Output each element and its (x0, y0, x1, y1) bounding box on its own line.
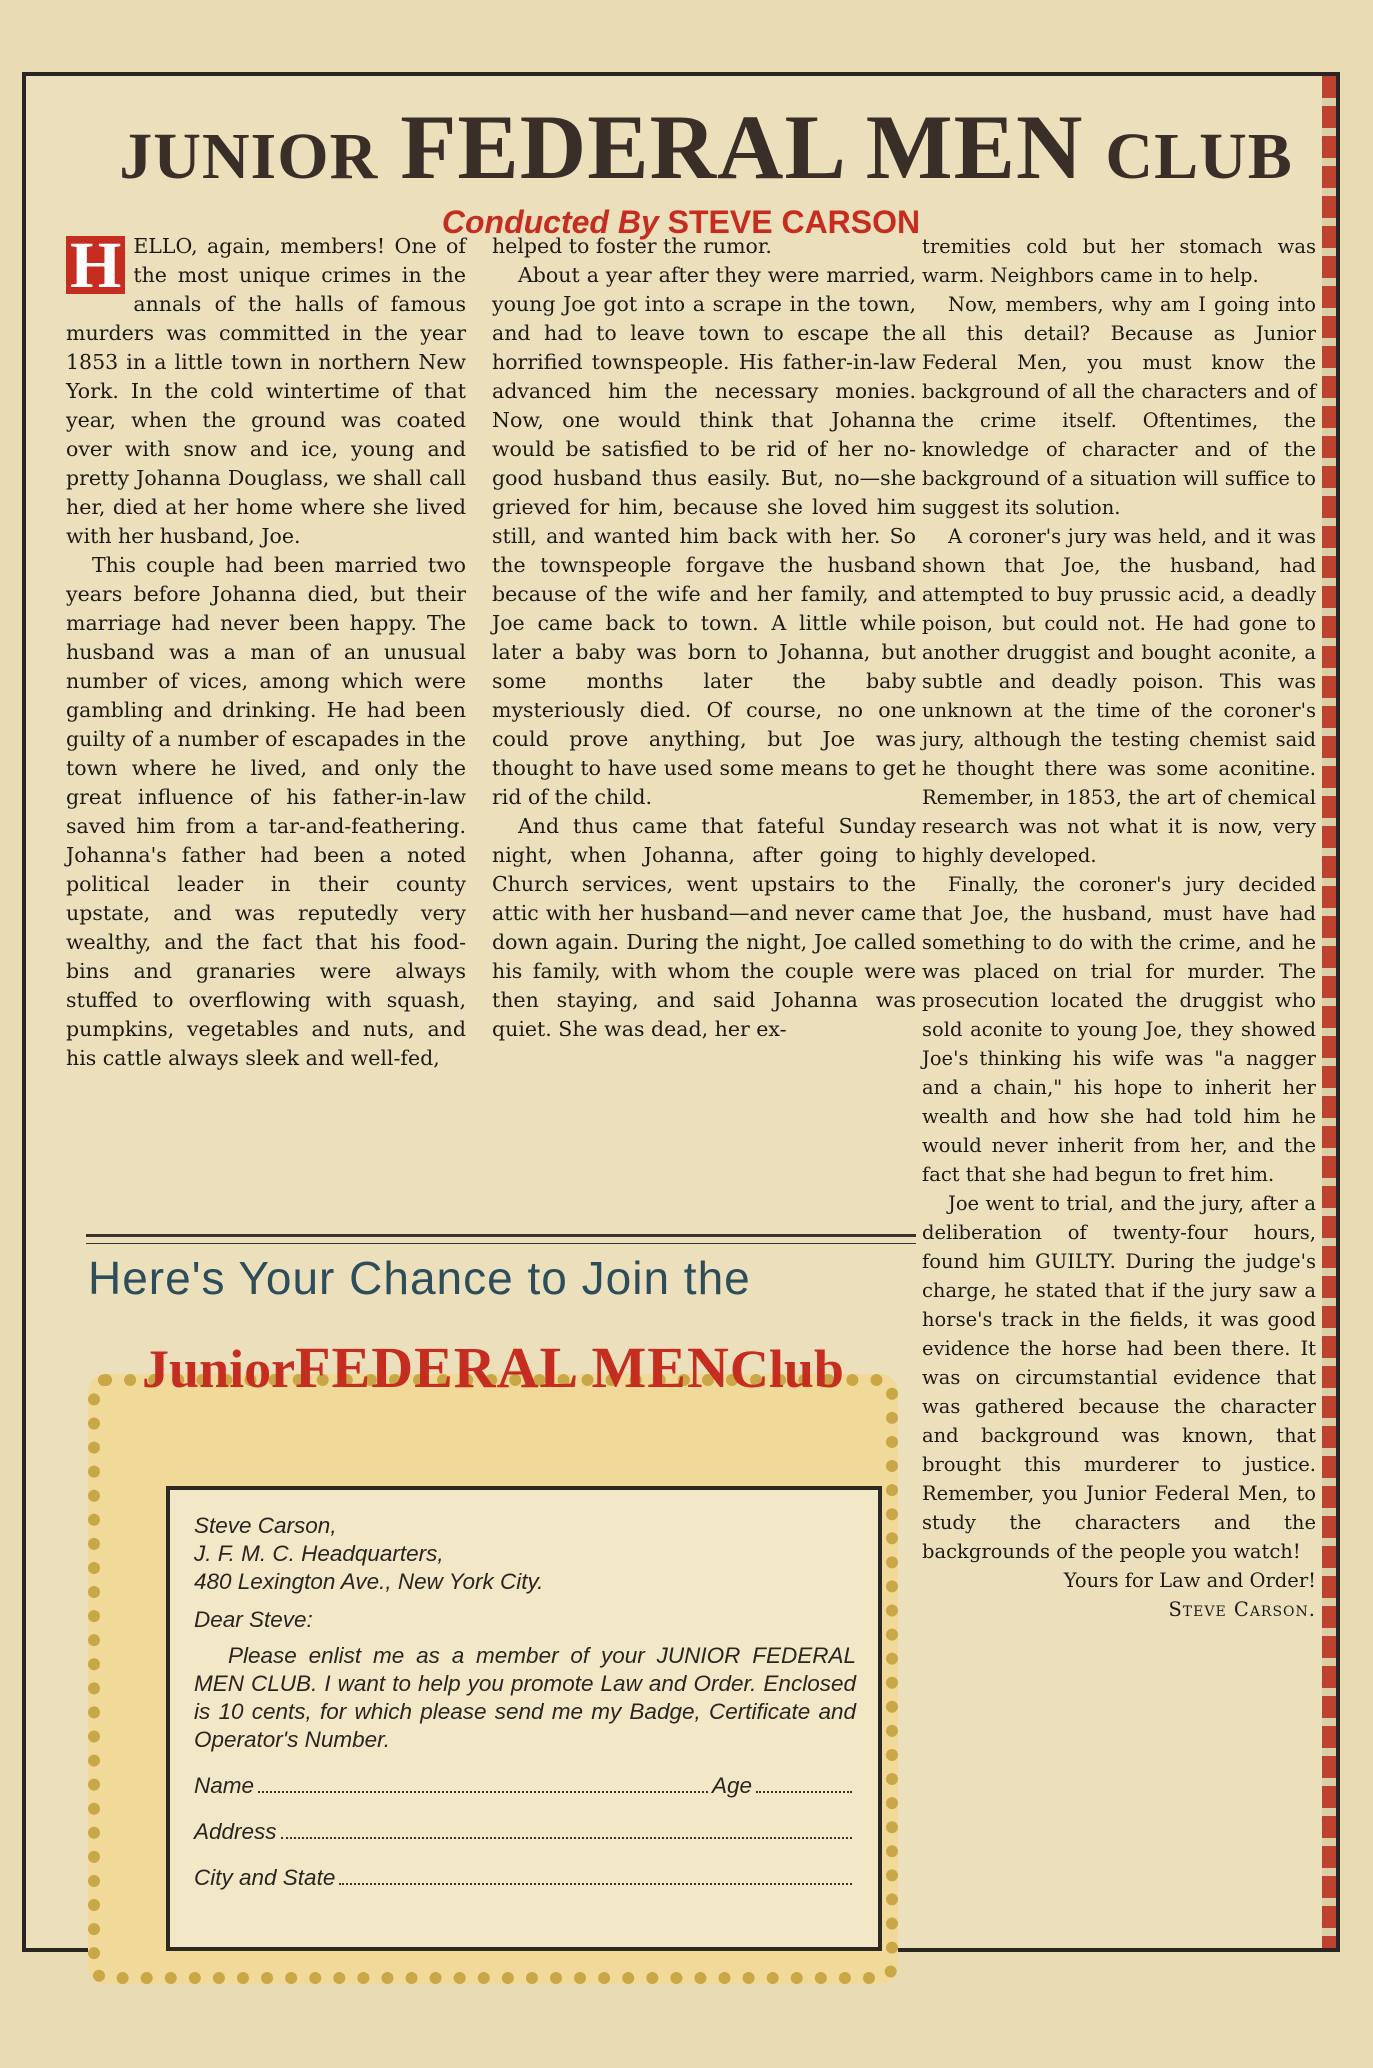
title-federal-men: FEDERAL MEN (400, 96, 1084, 198)
form-address-line: J. F. M. C. Headquarters, (194, 1541, 444, 1566)
article-paragraph: A coroner's jury was held, and it was shown that Joe, the husband, had attempted to buy prussic acid, a deadly poison, but could not. He had gone to another druggist and bought aconite, a subtle and deadly poison. This was unknown at the time of the coroner's jury, although the testing chemist said he thought there was some aconitine. Remember, in 1853, the art of chemical research was not what it is now, very highly developed. (922, 525, 1316, 867)
form-body: Please enlist me as a member of your JUNIOR FEDERAL MEN CLUB. I want to help you promote Law and Order. Enclosed is 10 cents, for which please send me my Badge, Certificate and Operator's Number. (194, 1643, 856, 1752)
article-paragraph: This couple had been married two years before Johanna died, but their marriage had never been happy. The husband was a man of an unusual number of vices, among which were gambling and drinking. He had been guilty of a number of escapades in the town where he lived, and only the great influence of his father-in-law saved him from a tar-and-feathering. Johanna's father had been a noted political leader in their county upstate, and was reputedly very wealthy, and the fact that his food-bins and granaries were always stuffed to overflowing with squash, pumpkins, vegetables and nuts, and his cattle always sleek and well-fed, (66, 553, 466, 1070)
byline-name: STEVE CARSON (667, 204, 921, 240)
form-address-line: 480 Lexington Ave., New York City. (194, 1569, 544, 1594)
form-address-line: Steve Carson, (194, 1513, 337, 1538)
article-paragraph: Finally, the coroner's jury decided that Joe, the husband, must have had something to do with the crime, and he was placed on trial for murder. The prosecution located the druggist who sold aconite to young Joe, they showed Joe's thinking his wife was "a nagger and a chain," his hope to inherit her wealth and how she had told him he would never inherit from her, and the fact that she had begun to fret him. (922, 873, 1316, 1186)
coupon-title-club: Club (729, 1339, 844, 1399)
enrollment-form (166, 1486, 882, 1951)
section-divider (86, 1234, 916, 1244)
article-column-2 (492, 232, 916, 1044)
byline-prefix: Conducted By (441, 204, 659, 240)
article-paragraph: H ELLO, again, members! One of the most unique crimes in the annals of the halls of famous murders was committed in the year 1853 in a little town in northern New York. In the cold wintertime of that year, when the ground was coated over with snow and ice, young and pretty Johanna Douglass, we shall call her, died at her home where she lived with her husband, Joe. (66, 229, 466, 548)
name-field[interactable] (258, 1773, 708, 1793)
city-state-field[interactable] (339, 1865, 852, 1885)
article-column-3 (922, 232, 1316, 1624)
title-junior: JUNIOR (119, 120, 379, 193)
address-label: Address (194, 1819, 277, 1844)
signature: Steve Carson. (1168, 1598, 1316, 1621)
article-paragraph: Joe went to trial, and the jury, after a deliberation of twenty-four hours, found him GUILTY. During the judge's charge, he stated that if the jury saw a horse's track in the fields, it was good evidence the horse had been there. It was on circumstantial evidence that was gathered because the character and background was known, that brought this murderer to justice. Remember, you Junior Federal Men, to study the characters and the backgrounds of the people you watch! (922, 1192, 1316, 1563)
article-paragraph: Now, members, why am I going into all this detail? Because as Junior Federal Men, you must know the background of all the characters and of the crime itself. Oftentimes, the knowledge of character and of the background of a situation will suffice to suggest its solution. (922, 293, 1316, 519)
form-salutation: Dear Steve: (194, 1607, 313, 1632)
city-state-label: City and State (194, 1865, 336, 1890)
address-field[interactable] (281, 1819, 852, 1839)
address-row (194, 1818, 856, 1846)
coupon-title-junior: Junior (142, 1339, 296, 1399)
drop-cap: H (66, 236, 125, 294)
article-paragraph: And thus came that fateful Sunday night, when Johanna, after going to Church services, went upstairs to the attic with her husband—and never came down again. During the night, Joe called his family, with whom the couple were then staying, and said Johanna was quiet. She was dead, her ex- (492, 814, 916, 1041)
page-edge-strip (1322, 76, 1336, 1948)
membership-coupon (78, 1334, 908, 1994)
title-club: CLUB (1105, 120, 1293, 193)
age-field[interactable] (756, 1773, 852, 1793)
article-paragraph: tremities cold but her stomach was warm. Neighbors came in to help. (922, 235, 1316, 287)
form-address-block (194, 1512, 856, 1596)
city-state-row (194, 1864, 856, 1892)
name-age-row (194, 1772, 856, 1800)
age-label: Age (711, 1773, 752, 1798)
article-paragraph: About a year after they were married, young Joe got into a scrape in the town, and had to leave town to escape the horrified townspeople. His father-in-law advanced him the necessary monies. Now, one would think that Johanna would be satisfied to be rid of her no-good husband thus easily. But, no—she grieved for him, because she loved him still, and wanted him back with her. So the townspeople forgave the husband because of the wife and her family, and Joe came back to town. A little while later a baby was born to Johanna, but some months later the baby mysteriously died. Of course, no one could prove anything, but Joe was thought to have used some means to get rid of the child. (492, 263, 916, 809)
page-title (76, 94, 1336, 198)
coupon-title (78, 1334, 908, 1401)
signoff: Yours for Law and Order! (1063, 1569, 1316, 1592)
name-label: Name (194, 1773, 255, 1798)
article-column-1 (66, 229, 466, 1073)
coupon-title-federal-men: FEDERAL MEN (295, 1335, 730, 1400)
article-paragraph: helped to foster the rumor. (492, 234, 772, 258)
join-headline: Here's Your Chance to Join the (88, 1252, 751, 1304)
comic-page (22, 72, 1340, 1952)
